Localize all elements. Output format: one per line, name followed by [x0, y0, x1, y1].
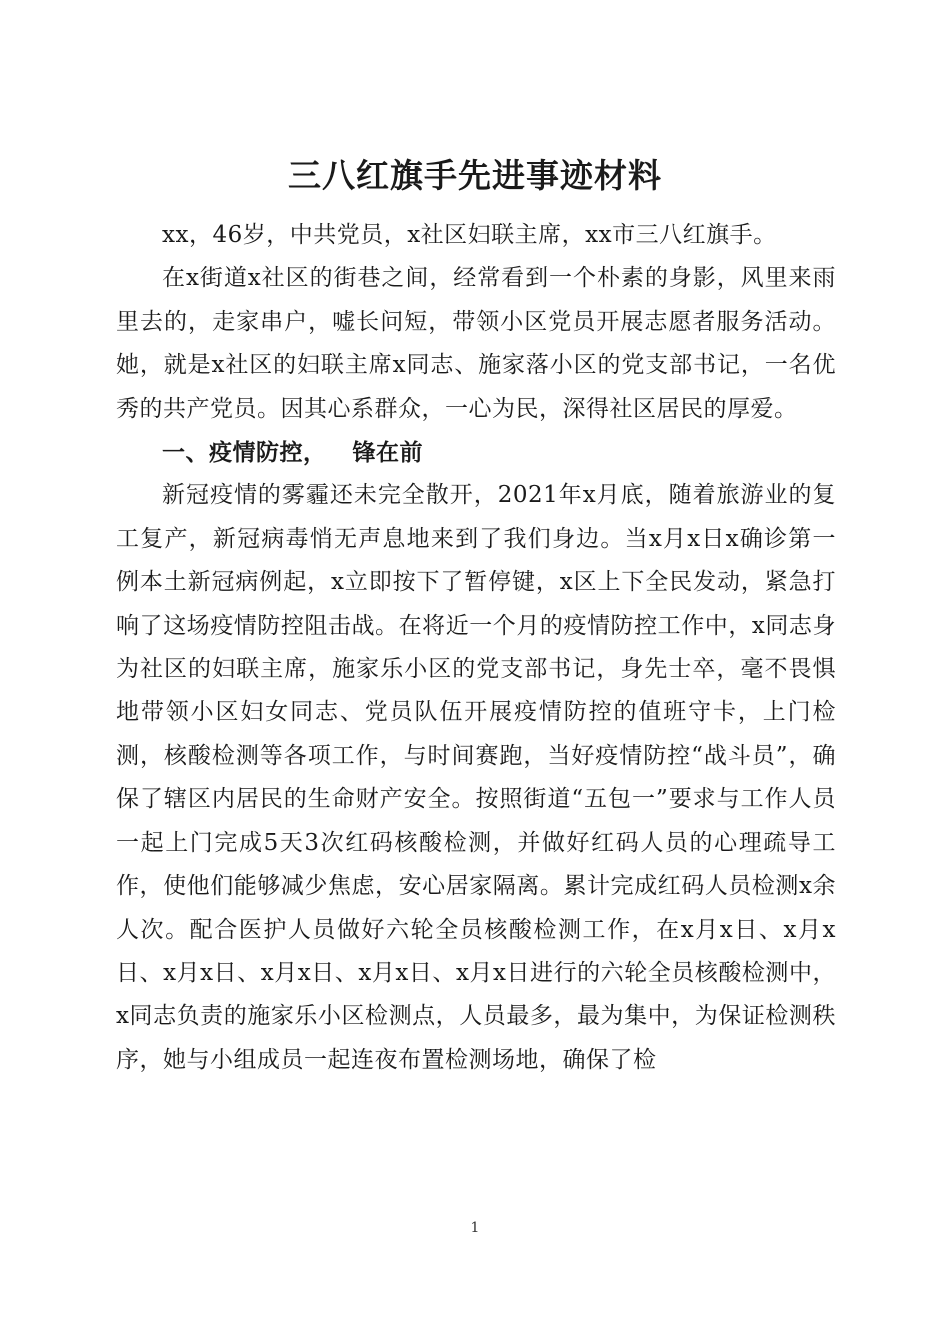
document-title: 三八红旗手先进事迹材料	[288, 156, 662, 195]
intro-paragraph: xx，46岁，中共党员，x社区妇联主席，xx市三八红旗手。	[162, 222, 777, 248]
document-body	[116, 214, 836, 1082]
paragraph-profile: 在x街道x社区的街巷之间，经常看到一个朴素的身影，风里来雨里去的，走家串户，嘘长问短，带领小区党员开展志愿者服务活动。她，就是x社区的妇联主席x同志、施家落小区的党支部书记，一名优秀的共产党员。因其心系群众，一心为民，深得社区居民的厚爱。	[116, 265, 836, 422]
section-heading-title: 锋在前	[352, 439, 423, 467]
paragraph-epidemic: 新冠疫情的雾霾还未完全散开，2021年x月底，随着旅游业的复工复产，新冠病毒悄无声息地来到了我们身边。当x月x日x确诊第一例本土新冠病例起，x立即按下了暂停键，x区上下全民发动，紧急打响了这场疫情防控阻击战。在将近一个月的疫情防控工作中，x同志身为社区的妇联主席，施家乐小区的党支部书记，身先士卒，毫不畏惧地带领小区妇女同志、党员队伍开展疫情防控的值班守卡，上门检测，核酸检测等各项工作，与时间赛跑，当好疫情防控“战斗员”，确保了辖区内居民的生命财产安全。按照街道“五包一”要求与工作人员一起上门完成5天3次红码核酸检测，并做好红码人员的心理疏导工作，使他们能够减少焦虑，安心居家隔离。累计完成红码人员检测x余人次。配合医护人员做好六轮全员核酸检测工作，在x月x日、x月x日、x月x日、x月x日、x月x日、x月x日进行的六轮全员核酸检测中，x同志负责的施家乐小区检测点，人员最多，最为集中，为保证检测秩序，她与小组成员一起连夜布置检测场地，确保了检	[116, 482, 836, 1073]
section-heading-1	[116, 431, 836, 474]
section-heading-number: 一、疫情防控，	[162, 439, 327, 467]
page-number: 1	[470, 1220, 480, 1236]
